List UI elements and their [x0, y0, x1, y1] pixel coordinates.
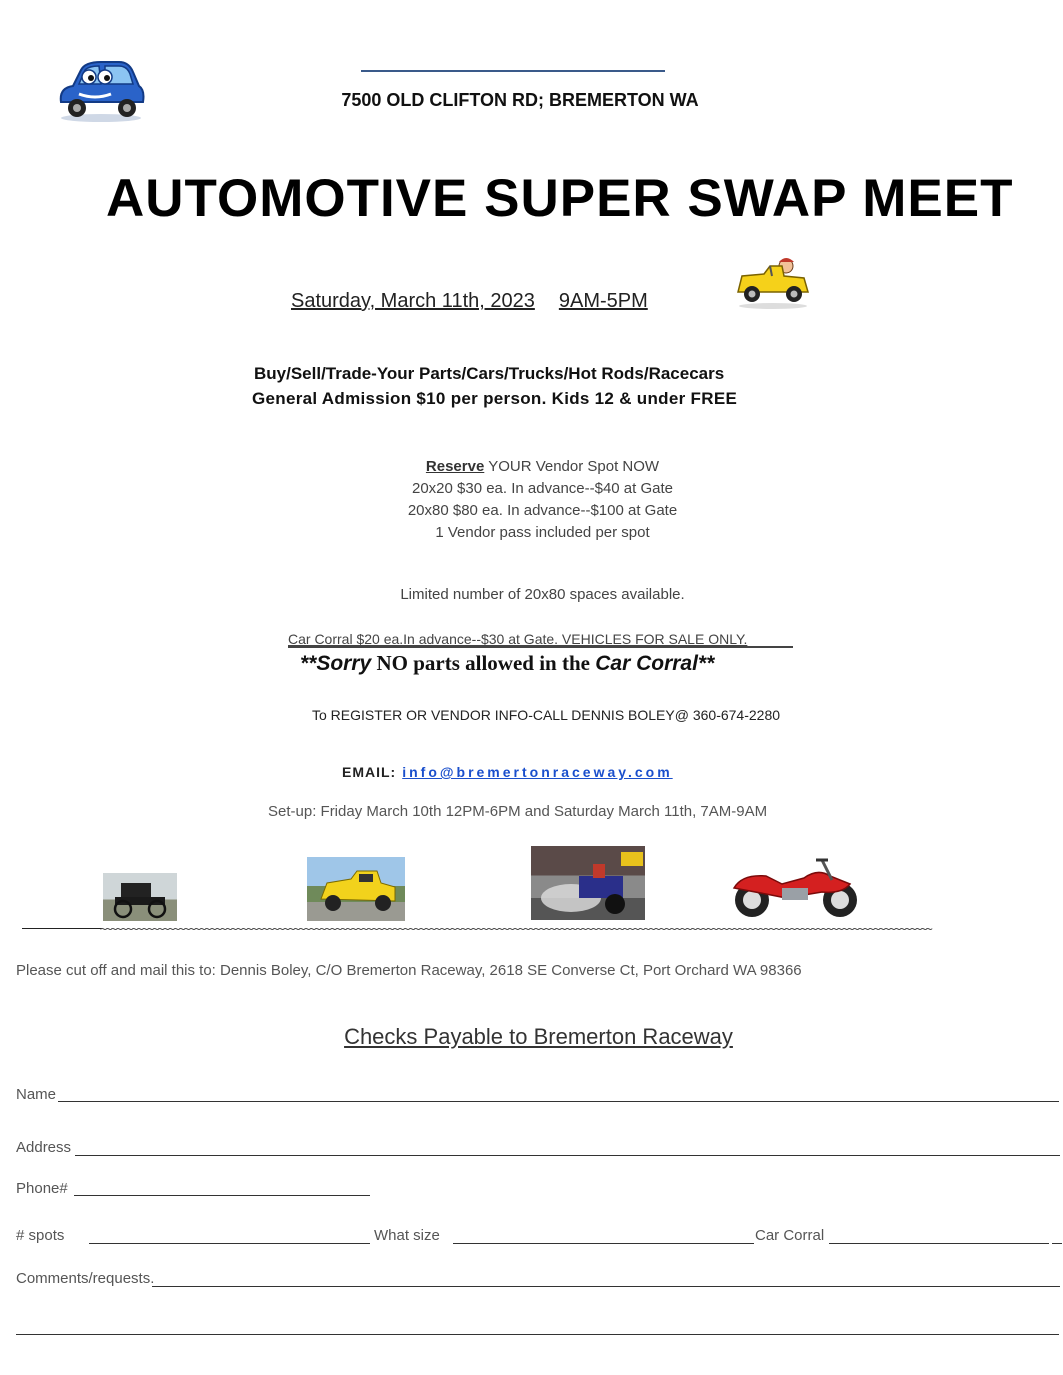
spots-label: # spots: [16, 1227, 65, 1244]
car-corral-label: Car Corral: [755, 1227, 825, 1244]
vendor-pass-note: 1 Vendor pass included per spot: [435, 524, 650, 541]
comments-label: Comments/requests.: [16, 1270, 155, 1287]
phone-label: Phone#: [16, 1180, 68, 1197]
address-label: Address: [16, 1139, 72, 1156]
car-corral-field[interactable]: [829, 1243, 1049, 1244]
no-parts-text: NO parts allowed in the: [371, 651, 596, 675]
reserve-rest: YOUR Vendor Spot NOW: [484, 458, 660, 475]
vendor-price-20x20: 20x20 $30 ea. In advance--$40 at Gate: [411, 480, 674, 497]
vendor-reserve-line: [340, 456, 745, 478]
comments-field[interactable]: [152, 1286, 1060, 1287]
cartoon-yellow-jeep-icon: [734, 252, 812, 310]
model-t-photo: [103, 873, 177, 921]
comments-field-line-2[interactable]: [16, 1334, 1059, 1335]
buy-sell-line: Buy/Sell/Trade-Your Parts/Cars/Trucks/Hot Rods/Racecars: [254, 364, 725, 383]
checks-payable-text: Checks Payable to Bremerton Raceway: [344, 1024, 733, 1049]
event-date-line: [291, 290, 648, 313]
vendor-section: [340, 456, 745, 544]
name-field[interactable]: [58, 1101, 1059, 1102]
sorry-text: **Sorry: [300, 652, 372, 675]
limited-spaces-note: Limited number of 20x80 spaces available.: [400, 586, 685, 603]
event-hours: 9AM-5PM: [558, 290, 648, 312]
cut-here-squiggle: ~~~~~~~~~~~~~~~~~~~~~~~~~~~~~~~~~~~~~~~~~~~~~~~~~~~~~~~~~~~~~~~~~~~~~~~~~~~~~~~~~~~~~~~~~~~~~~~~~~~~~~~~~~~~~~~~~~~~~~~~~~~~~~~~~~~~~~~~~~~~~~~~~~~~~~~~~~~~~~~: [100, 922, 931, 936]
car-corral-text: Car Corral**: [595, 652, 715, 675]
header-rule: [361, 70, 665, 72]
yellow-hot-rod-photo: [307, 857, 405, 921]
spots-field[interactable]: [89, 1243, 370, 1244]
vendor-price-20x80: 20x80 $80 ea. In advance--$100 at Gate: [407, 502, 678, 519]
register-info: To REGISTER OR VENDOR INFO-CALL DENNIS BOLEY@ 360-674-2280: [311, 707, 781, 723]
event-date: Saturday, March 11th, 2023: [291, 290, 535, 312]
address-field[interactable]: [75, 1155, 1060, 1156]
dragster-photo: [531, 846, 645, 920]
setup-times: Set-up: Friday March 10th 12PM-6PM and Saturday March 11th, 7AM-9AM: [268, 803, 768, 820]
size-label: What size: [374, 1227, 440, 1244]
checks-payable: [0, 1024, 1063, 1050]
car-corral-rule: [288, 646, 793, 648]
phone-field[interactable]: [74, 1195, 370, 1196]
car-corral-pricing: Car Corral $20 ea.In advance--$30 at Gate. VEHICLES FOR SALE ONLY.: [288, 631, 748, 647]
red-motorcycle-icon: [726, 854, 866, 920]
mail-instructions: Please cut off and mail this to: Dennis Boley, C/O Bremerton Raceway, 2618 SE Converse Ct, Port Orchard WA 98366: [16, 962, 802, 979]
event-address: 7500 OLD CLIFTON RD; BREMERTON WA: [341, 90, 699, 110]
car-corral-field-end: [1052, 1243, 1062, 1244]
name-label: Name: [16, 1086, 57, 1103]
cut-line: [22, 928, 102, 929]
email-link[interactable]: info@bremertonraceway.com: [402, 764, 673, 780]
email-label: EMAIL:: [342, 764, 397, 780]
page-title: AUTOMOTIVE SUPER SWAP MEET: [106, 169, 1014, 228]
email-line: [342, 764, 673, 780]
size-field[interactable]: [453, 1243, 754, 1244]
admission-line: General Admission $10 per person. Kids 12 & under FREE: [252, 389, 738, 408]
reserve-label: Reserve: [425, 458, 485, 475]
car-corral-warning: [300, 651, 714, 676]
